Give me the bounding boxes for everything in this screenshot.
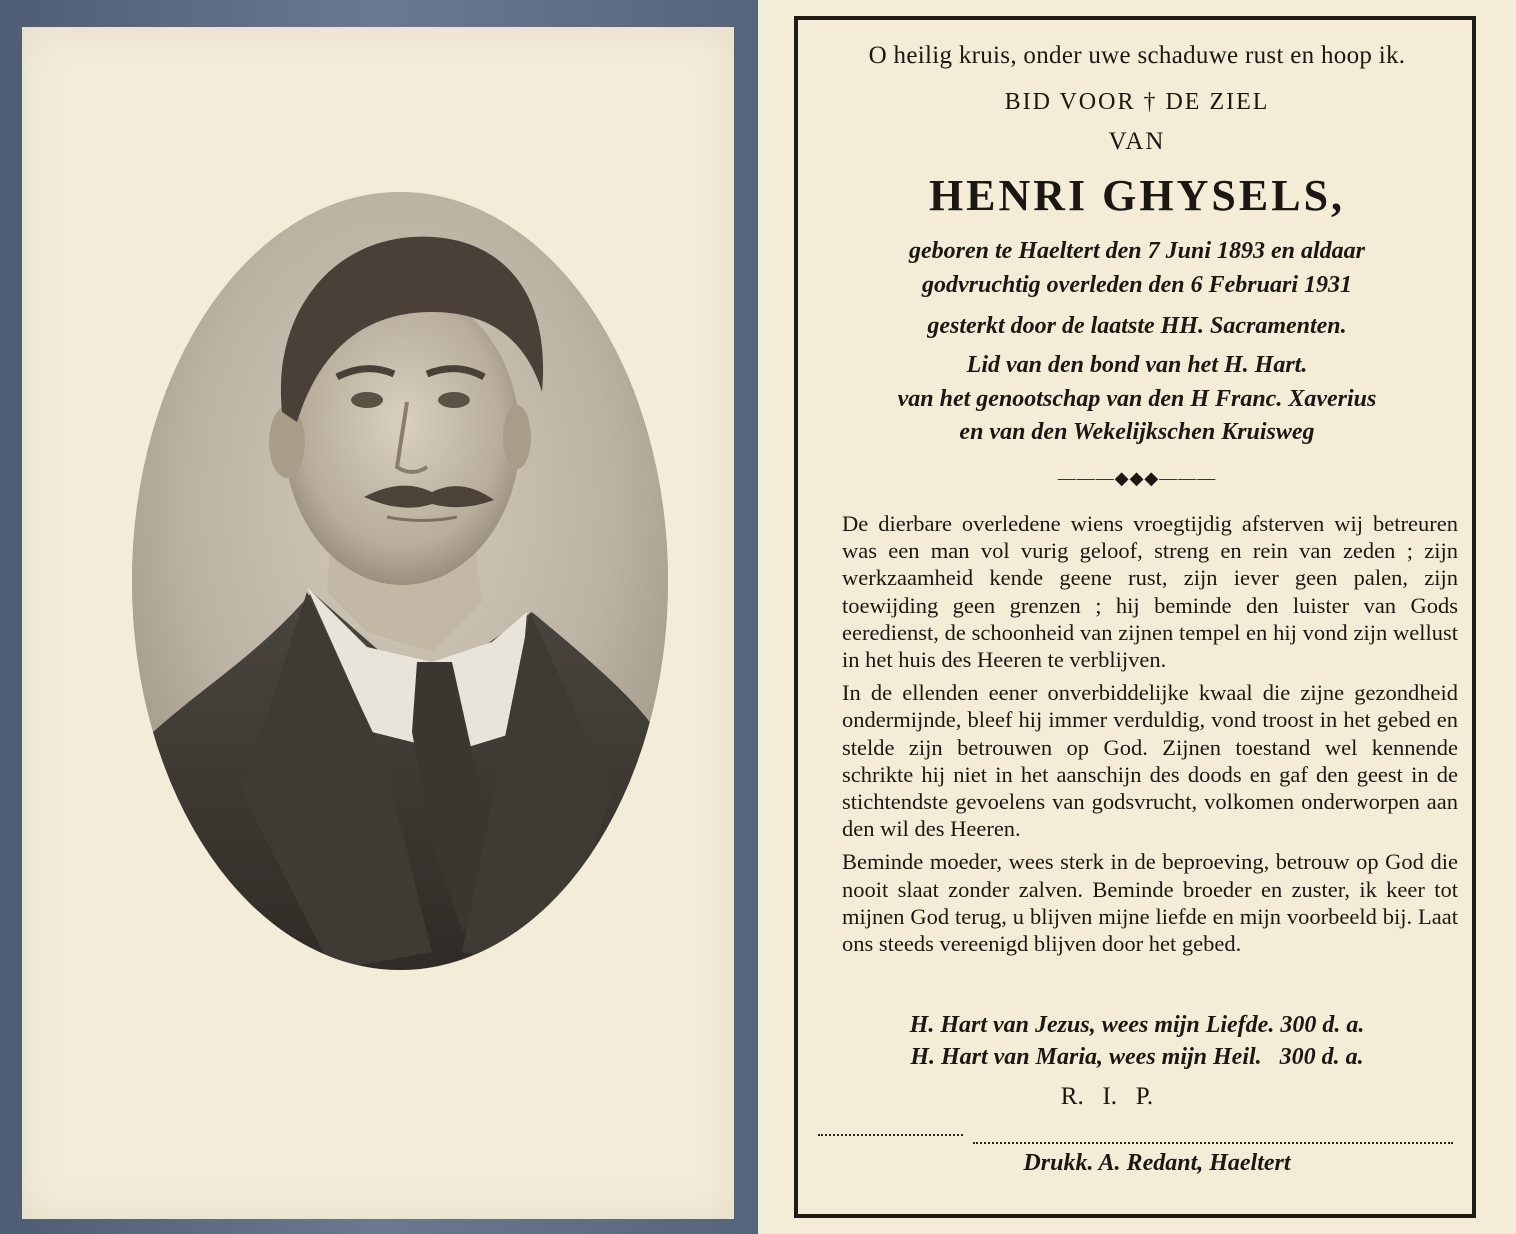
- eulogy-text: [842, 510, 1458, 963]
- photo-card: [22, 27, 734, 1219]
- eulogy-paragraph-1: De dierbare overledene wiens vroegtijdig afsterven wij betreuren was een man vol vurig geloof, streng en rein van zeden ; zijn werkzaamheid kende geene rust, zijn iever geen palen, zijn toewijding geen grenzen ; hij beminde den luister van Gods eeredienst, de schoonheid van zijnen tempel en hij vond zijn wellust in het huis des Heeren te verblijven.: [842, 511, 1458, 673]
- portrait-drawing: [132, 192, 668, 970]
- eulogy-paragraph-2: In de ellenden eener onverbiddelijke kwaal die zijne gezondheid ondermijnde, bleef hij immer verduldig, vond troost in het gebed en stelde zijn betrouwen op God. Zijnen toestand wel kennende schrikte hij niet in het aanschijn des doods en gaf den geest in de stichtendste gevoelens van godsvrucht, volkomen onderworpen aan den wil des Heeren.: [842, 680, 1458, 842]
- motto-line: O heilig kruis, onder uwe schaduwe rust en hoop ik.: [868, 42, 1406, 69]
- memorial-text-card: [758, 0, 1516, 1234]
- rip-line: R. I. P.: [1060, 1083, 1154, 1110]
- printer-credit: Drukk. A. Redant, Haeltert: [1023, 1150, 1291, 1176]
- dotted-rule-left: [818, 1134, 963, 1136]
- deceased-name: HENRI GHYSELS,: [928, 171, 1346, 220]
- birth-line: geboren te Haeltert den 7 Juni 1893 en aldaar: [909, 238, 1365, 264]
- portrait-photo: [132, 192, 668, 970]
- eulogy-paragraph-3: Beminde moeder, wees sterk in de beproeving, betrouw op God die nooit slaat zonder zalven. Beminde broeder en zuster, ik keer tot mijnen God terug, u blijven mijne liefde en mijn voorbeeld bij. Laat ons steeds vereenigd blijven door het gebed.: [842, 849, 1458, 957]
- death-line: godvruchtig overleden den 6 Februari 1931: [922, 272, 1352, 298]
- van-line: VAN: [1108, 128, 1166, 155]
- dotted-rule-right: [973, 1142, 1453, 1144]
- membership-line-3: en van den Wekelijkschen Kruisweg: [959, 419, 1315, 445]
- ornament-divider: ———◆◆◆———: [1057, 468, 1217, 488]
- pray-for-soul-line: BID VOOR † DE ZIEL: [1004, 89, 1270, 115]
- sacraments-line: gesterkt door de laatste HH. Sacramenten.: [927, 313, 1347, 339]
- membership-line-1: Lid van den bond van het H. Hart.: [966, 352, 1308, 378]
- prayer-sacred-heart-maria: H. Hart van Maria, wees mijn Heil. 300 d. a.: [910, 1044, 1364, 1070]
- prayer-sacred-heart-jesus: H. Hart van Jezus, wees mijn Liefde. 300 d. a.: [909, 1012, 1365, 1038]
- membership-line-2: van het genootschap van den H Franc. Xaverius: [897, 386, 1377, 412]
